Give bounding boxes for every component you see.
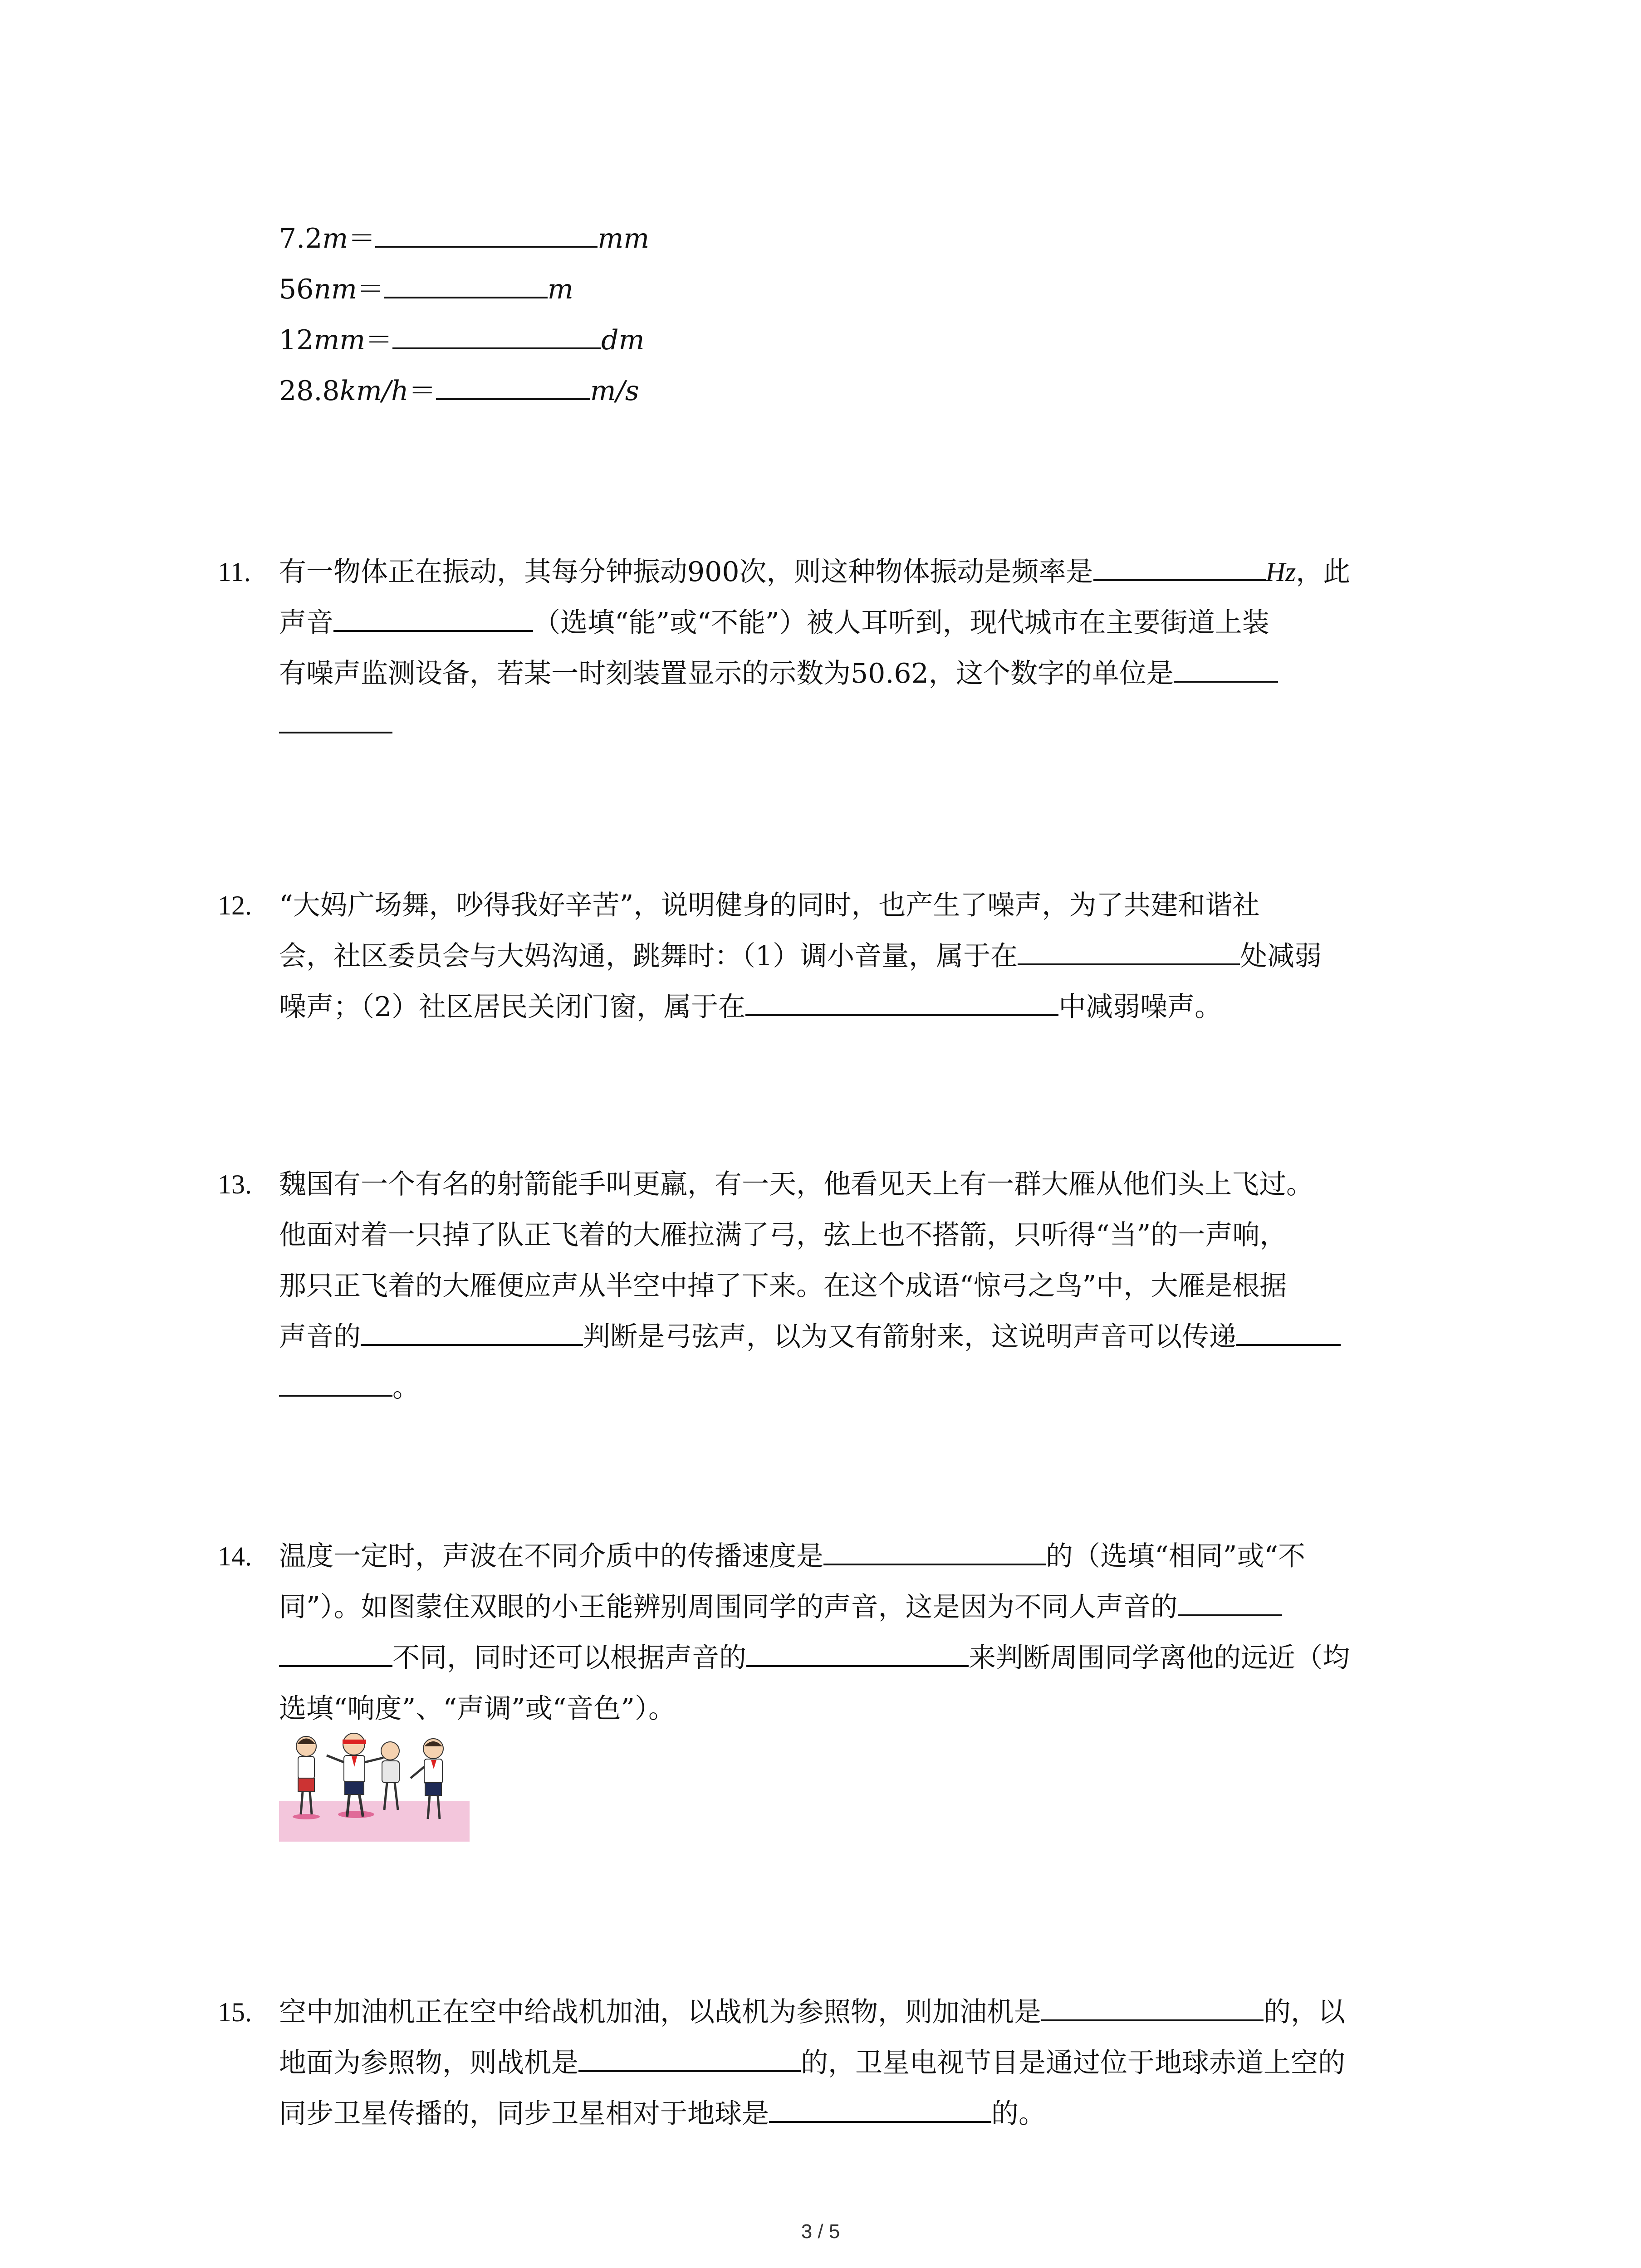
question-line: 会，社区委员会与大妈沟通，跳舞时：（1）调小音量，属于在 处减弱 [279,931,1322,982]
answer-blank[interactable] [1093,555,1266,581]
conversion-row: 7.2m＝ mm [279,213,649,264]
question-number: 15. [218,1997,252,2027]
question-12 [218,880,1452,1034]
question-11 [218,547,1452,755]
question-line: 声音 （选填“能”或“不能”）被人耳听到，现代城市在主要街道上装 [279,597,1269,648]
answer-blank[interactable] [1174,656,1278,683]
question-line: 他面对着一只掉了队正飞着的大雁拉满了弓，弦上也不搭箭，只听得“当”的一声响， [279,1219,1287,1251]
answer-blank[interactable] [578,2046,801,2072]
question-line: 噪声；（2）社区居民关闭门窗，属于在 中减弱噪声。 [279,982,1222,1032]
answer-blank[interactable] [769,2097,991,2123]
blindfold-game-illustration [279,1724,470,1842]
answer-blank[interactable] [436,374,590,400]
question-line: 选填“响度”、“声调”或“音色”）。 [279,1693,676,1725]
answer-blank[interactable] [392,323,601,349]
question-number: 11. [218,557,251,587]
answer-blank[interactable] [361,1320,583,1346]
answer-blank[interactable] [279,1641,392,1667]
question-line: 同”）。如图蒙住双眼的小王能辨别周围同学的声音，这是因为不同人声音的 [279,1582,1282,1633]
page-number: 3 / 5 [801,2220,840,2243]
question-line: 。 [279,1362,420,1413]
question-line: 有一物体正在振动，其每分钟振动900次，则这种物体振动是频率是 Hz，此 [279,547,1350,597]
question-line [279,699,392,750]
question-14 [218,1531,1452,1735]
conversion-row: 56nm＝ m [279,264,649,315]
question-number: 12. [218,890,252,920]
answer-blank[interactable] [279,707,392,733]
answer-blank[interactable] [333,606,533,632]
question-line: 声音的 判断是弓弦声，以为又有箭射来，这说明声音可以传递 [279,1311,1341,1362]
unit-conversion-list [279,213,649,416]
answer-blank[interactable] [279,1370,392,1397]
answer-blank[interactable] [1236,1320,1341,1346]
question-line: 温度一定时，声波在不同介质中的传播速度是 的（选填“相同”或“不 [279,1531,1305,1582]
question-number: 13. [218,1169,252,1199]
question-line: “大妈广场舞，吵得我好辛苦”，说明健身的同时，也产生了噪声，为了共建和谐社 [279,890,1260,921]
answer-blank[interactable] [1018,939,1240,965]
answer-blank[interactable] [745,990,1058,1016]
answer-blank[interactable] [1178,1590,1282,1616]
question-line: 同步卫星传播的，同步卫星相对于地球是 的。 [279,2088,1046,2139]
question-13 [218,1159,1452,1413]
question-line: 不同，同时还可以根据声音的 来判断周围同学离他的远近（均 [279,1633,1350,1683]
answer-blank[interactable] [375,221,598,248]
question-line: 地面为参照物，则战机是 的，卫星电视节目是通过位于地球赤道上空的 [279,2038,1345,2088]
conversion-row: 12mm＝ dm [279,315,649,366]
answer-blank[interactable] [823,1539,1046,1565]
answer-blank[interactable] [1041,1995,1264,2021]
question-line: 那只正飞着的大雁便应声从半空中掉了下来。在这个成语“惊弓之鸟”中，大雁是根据 [279,1270,1287,1302]
question-line: 魏国有一个有名的射箭能手叫更羸，有一天，他看见天上有一群大雁从他们头上飞过。 [279,1168,1313,1200]
question-line: 空中加油机正在空中给战机加油，以战机为参照物，则加油机是 的，以 [279,1987,1345,2038]
question-number: 14. [218,1541,252,1571]
question-line: 有噪声监测设备，若某一时刻装置显示的示数为50.62，这个数字的单位是 [279,648,1278,699]
question-15 [218,1987,1452,2141]
answer-blank[interactable] [384,272,548,298]
answer-blank[interactable] [746,1641,969,1667]
conversion-row: 28.8km/h＝ m/s [279,366,649,416]
